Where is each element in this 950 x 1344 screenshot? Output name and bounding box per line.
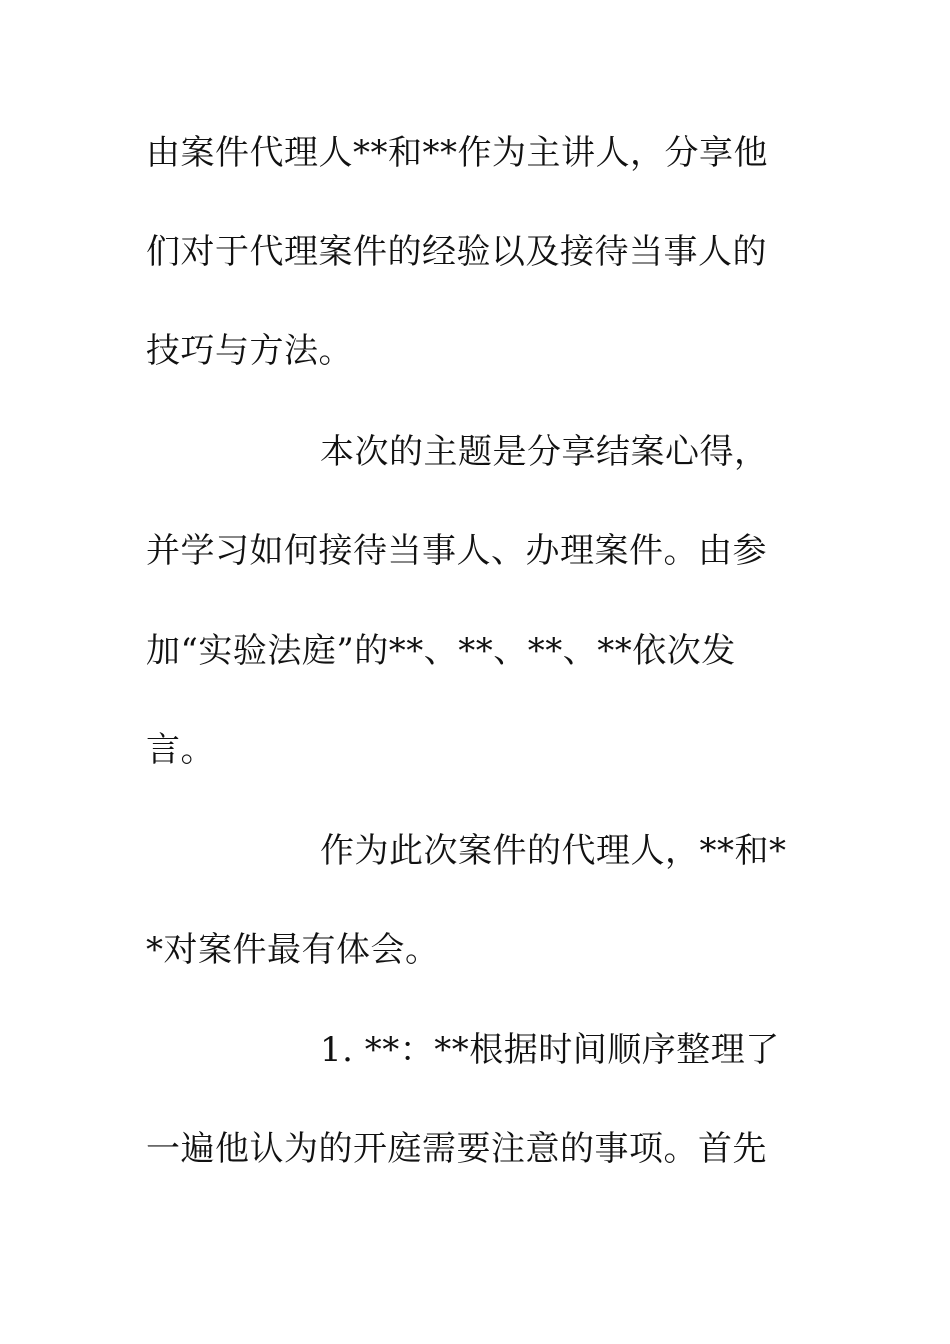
text-line: 一遍他认为的开庭需要注意的事项。首先 — [146, 1129, 767, 1169]
text-line: 们对于代理案件的经验以及接待当事人的 — [146, 232, 767, 272]
text-line: 并学习如何接待当事人、办理案件。由参 — [146, 531, 767, 571]
paragraph-start-line: 1. **：**根据时间顺序整理了 — [320, 1030, 780, 1070]
paragraph-start-line: 本次的主题是分享结案心得， — [320, 432, 769, 472]
text-line: 由案件代理人**和**作为主讲人，分享他 — [146, 133, 768, 173]
text-line: 技巧与方法。 — [146, 331, 353, 371]
text-line: 言。 — [146, 730, 215, 770]
paragraph-start-line: 作为此次案件的代理人，**和* — [320, 831, 787, 871]
text-line: *对案件最有体会。 — [146, 930, 440, 970]
text-line: 加“实验法庭”的**、**、**、**依次发 — [146, 631, 736, 671]
